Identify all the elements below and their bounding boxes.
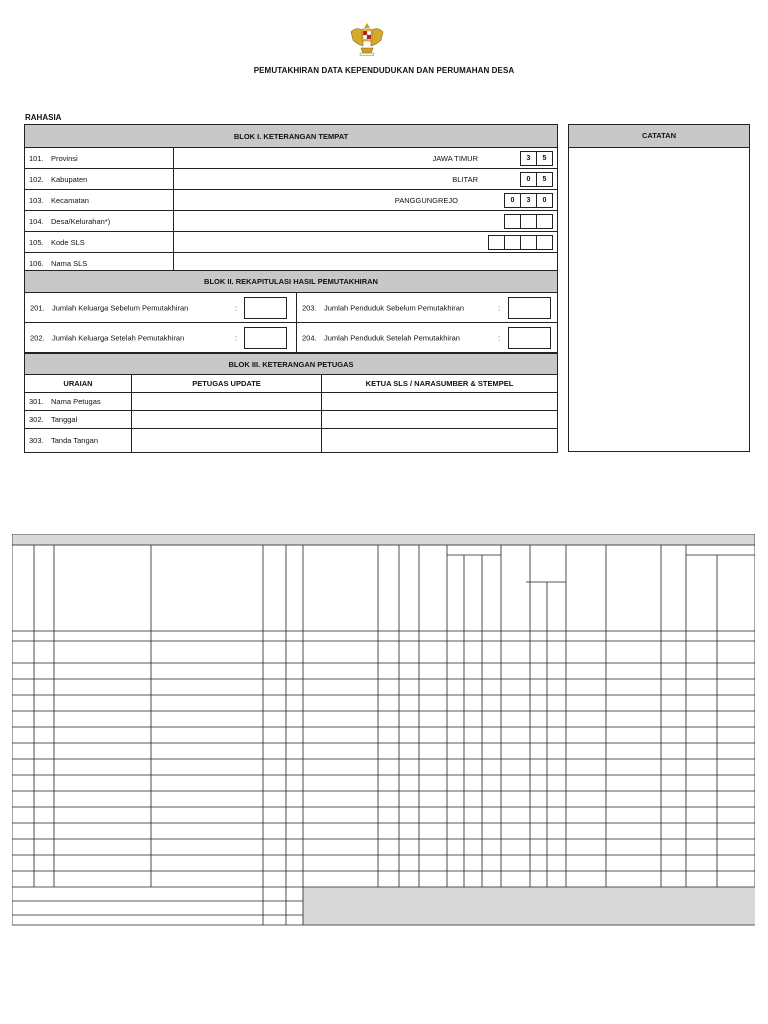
- jumlah-penduduk-sebelum-input[interactable]: [508, 297, 551, 319]
- provinsi-value[interactable]: JAWA TIMUR: [432, 153, 478, 163]
- code-digit[interactable]: 3: [520, 151, 537, 166]
- jumlah-penduduk-setelah-input[interactable]: [508, 327, 551, 349]
- field-202: [25, 323, 297, 353]
- code-digit[interactable]: [504, 235, 521, 250]
- row-number: 102.: [29, 174, 44, 184]
- code-digit[interactable]: [504, 214, 521, 229]
- field-label: Jumlah Penduduk Sebelum Pemutakhiran: [324, 303, 465, 312]
- petugas-nama-input[interactable]: [132, 393, 322, 411]
- field-label: Jumlah Penduduk Setelah Pemutakhiran: [324, 333, 460, 342]
- colon: :: [235, 303, 238, 312]
- field-label: Kode SLS: [51, 237, 85, 247]
- row-number: 301.: [29, 397, 44, 406]
- jumlah-keluarga-sebelum-input[interactable]: [244, 297, 287, 319]
- field-label: Nama Petugas: [51, 397, 101, 406]
- code-digit[interactable]: [536, 214, 553, 229]
- row-number: 202.: [30, 333, 45, 342]
- field-kabupaten: [25, 169, 558, 190]
- code-digit[interactable]: 0: [536, 193, 553, 208]
- blok1-title: BLOK I. KETERANGAN TEMPAT: [25, 125, 558, 148]
- blok1-table: [24, 124, 558, 274]
- row-number: 204.: [302, 333, 317, 342]
- code-digit[interactable]: [488, 235, 505, 250]
- code-digit[interactable]: 5: [536, 151, 553, 166]
- ketua-tanda-tangan-input[interactable]: [322, 429, 558, 453]
- catatan-title: CATATAN: [569, 125, 749, 148]
- row-tanda-tangan: [25, 429, 558, 453]
- code-digit[interactable]: 0: [504, 193, 521, 208]
- field-desa: [25, 211, 558, 232]
- row-number: 303.: [29, 436, 44, 445]
- colon: :: [498, 333, 501, 342]
- code-digit[interactable]: 0: [520, 172, 537, 187]
- col-header-uraian: URAIAN: [25, 375, 132, 393]
- row-number: 104.: [29, 216, 44, 226]
- col-header-ketua-sls: KETUA SLS / NARASUMBER & STEMPEL: [322, 375, 558, 393]
- row-tanggal: [25, 411, 558, 429]
- field-label: Tanda Tangan: [51, 436, 98, 445]
- row-number: 103.: [29, 195, 44, 205]
- row-number: 106.: [29, 258, 44, 268]
- code-digit[interactable]: [520, 214, 537, 229]
- field-label: Kecamatan: [51, 195, 89, 205]
- petugas-tanggal-input[interactable]: [132, 411, 322, 429]
- field-provinsi: [25, 148, 558, 169]
- row-number: 302.: [29, 415, 44, 424]
- colon: :: [235, 333, 238, 342]
- kecamatan-code-boxes[interactable]: [505, 193, 553, 208]
- code-digit[interactable]: [536, 235, 553, 250]
- row-number: 201.: [30, 303, 45, 312]
- blok2-title: BLOK II. REKAPITULASI HASIL PEMUTAKHIRAN: [25, 271, 558, 293]
- field-label: Jumlah Keluarga Sebelum Pemutakhiran: [52, 303, 189, 312]
- garuda-emblem-icon: [349, 22, 385, 56]
- field-kode-sls: [25, 232, 558, 253]
- code-digit[interactable]: [520, 235, 537, 250]
- ketua-nama-input[interactable]: [322, 393, 558, 411]
- row-number: 105.: [29, 237, 44, 247]
- listing-grid: [12, 534, 755, 926]
- row-nama-petugas: [25, 393, 558, 411]
- field-label: Kabupaten: [51, 174, 88, 184]
- row-number: 101.: [29, 153, 44, 163]
- field-201: [25, 293, 297, 323]
- field-kecamatan: [25, 190, 558, 211]
- field-203: [297, 293, 558, 323]
- kabupaten-code-boxes[interactable]: [521, 172, 553, 187]
- grid-footer-shade: [303, 887, 755, 925]
- kabupaten-value[interactable]: BLITAR: [452, 174, 478, 184]
- code-digit[interactable]: 3: [520, 193, 537, 208]
- field-label: Tanggal: [51, 415, 78, 424]
- code-digit[interactable]: 5: [536, 172, 553, 187]
- col-header-petugas: PETUGAS UPDATE: [132, 375, 322, 393]
- field-label: Provinsi: [51, 153, 78, 163]
- blok3-table: [24, 353, 558, 453]
- grid-top-band: [12, 534, 755, 545]
- field-label: Jumlah Keluarga Setelah Pemutakhiran: [52, 333, 185, 342]
- kecamatan-value[interactable]: PANGGUNGREJO: [394, 195, 458, 205]
- jumlah-keluarga-setelah-input[interactable]: [244, 327, 287, 349]
- blok2-table: [24, 270, 558, 353]
- page-title: PEMUTAKHIRAN DATA KEPENDUDUKAN DAN PERUMAHAN DESA: [253, 66, 515, 75]
- row-number: 203.: [302, 303, 317, 312]
- desa-code-boxes[interactable]: [505, 214, 553, 229]
- blok3-title: BLOK III. KETERANGAN PETUGAS: [25, 354, 558, 375]
- provinsi-code-boxes[interactable]: [521, 151, 553, 166]
- kode-sls-code-boxes[interactable]: [489, 235, 553, 250]
- petugas-tanda-tangan-input[interactable]: [132, 429, 322, 453]
- field-204: [297, 323, 558, 353]
- field-label: Nama SLS: [51, 258, 88, 268]
- colon: :: [498, 303, 501, 312]
- field-label: Desa/Kelurahan*): [51, 216, 111, 226]
- ketua-tanggal-input[interactable]: [322, 411, 558, 429]
- classification-label: RAHASIA: [25, 113, 62, 122]
- catatan-box[interactable]: [568, 124, 750, 452]
